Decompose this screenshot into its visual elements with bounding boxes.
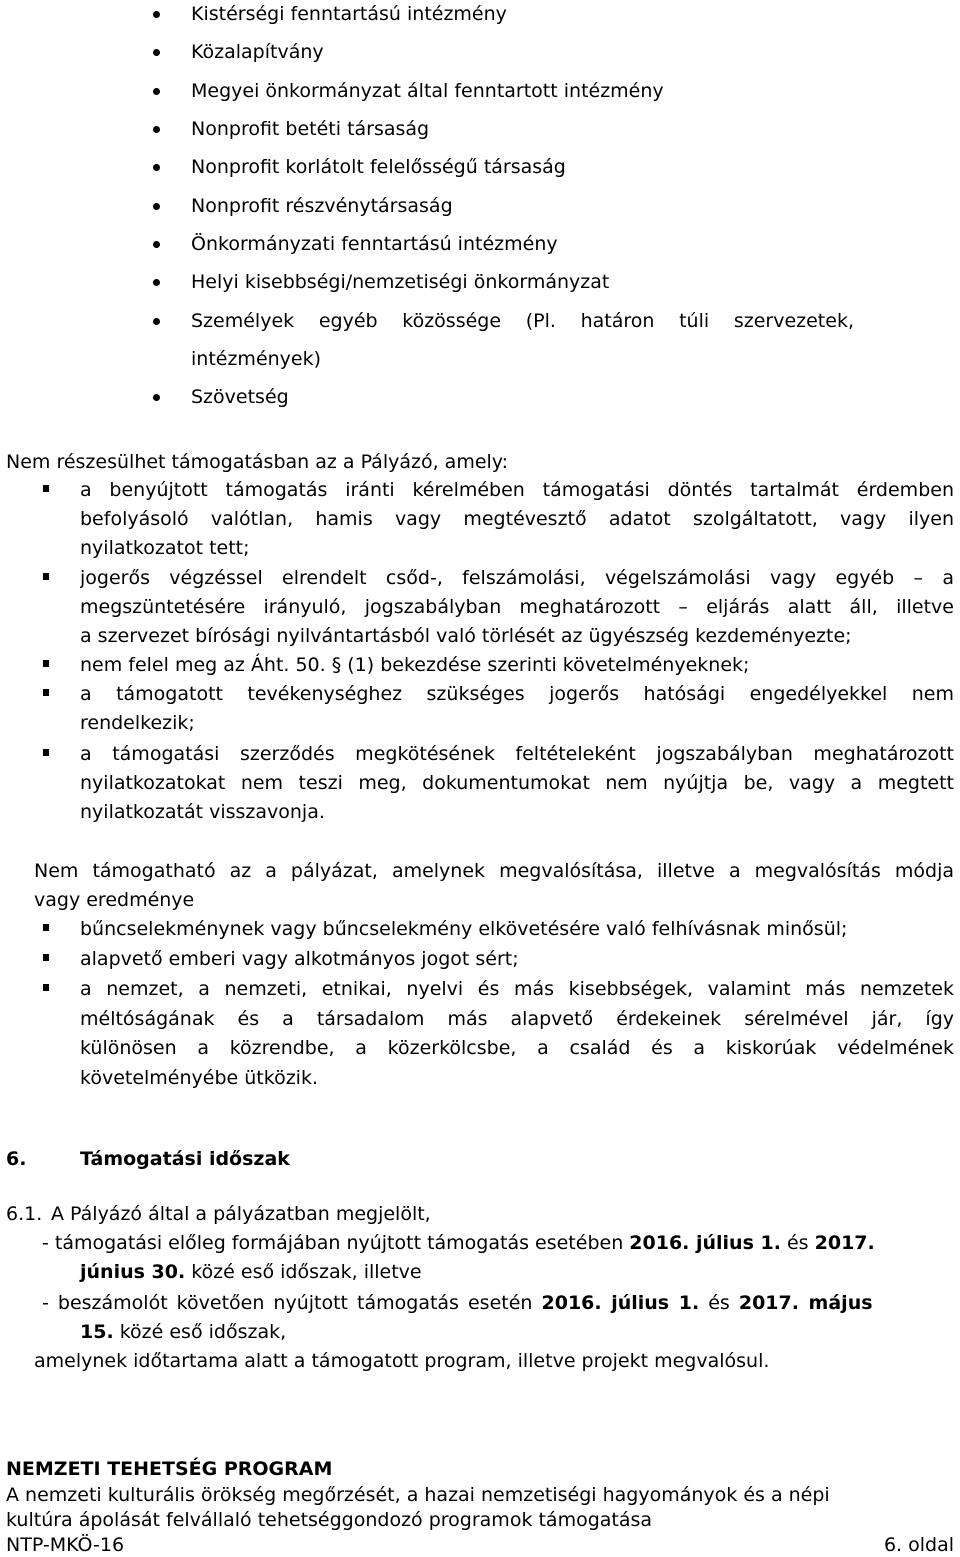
date-start: 2016. július 1. bbox=[541, 1292, 700, 1314]
footer-code: NTP-MKÖ-16 bbox=[6, 1534, 125, 1556]
list-item: bűncselekménynek vagy bűncselekmény elkövetésére való felhívásnak minősül; bbox=[80, 918, 848, 940]
bullet-icon bbox=[153, 164, 160, 171]
list-item: a nemzet, a nemzeti, etnikai, nyelvi és más kisebbségek, valamint más nemzetek bbox=[80, 978, 954, 1000]
footer-line-1: A nemzeti kulturális örökség megőrzését, a hazai nemzetiségi hagyományok és a népi bbox=[6, 1484, 830, 1506]
period-report-line bbox=[42, 1291, 873, 1315]
footer-program-title: NEMZETI TEHETSÉG PROGRAM bbox=[6, 1458, 333, 1480]
list-item: Nonprofit korlátolt felelősségű társaság bbox=[191, 156, 566, 178]
period-text: közé eső időszak, illetve bbox=[185, 1261, 422, 1283]
bullet-icon bbox=[153, 49, 160, 56]
date-start: 2016. július 1. bbox=[629, 1232, 781, 1254]
square-bullet-icon bbox=[43, 924, 49, 931]
square-bullet-icon bbox=[43, 984, 49, 991]
list-item-line: követelményébe ütközik. bbox=[80, 1067, 319, 1089]
square-bullet-icon bbox=[43, 485, 49, 492]
date-end: június 30. bbox=[80, 1261, 186, 1283]
subsection-number: 6.1. bbox=[6, 1203, 43, 1225]
list-item-line: megszüntetésére irányuló, jogszabályban meghatározott – eljárás alatt áll, illetve bbox=[80, 596, 954, 618]
bullet-icon bbox=[153, 203, 160, 210]
conjunction: és bbox=[699, 1292, 739, 1314]
excluded-application-intro: Nem támogatható az a pályázat, amelynek megvalósítása, illetve a megvalósítás módja bbox=[34, 860, 954, 882]
closing-text: amelynek időtartama alatt a támogatott program, illetve projekt megvalósul. bbox=[34, 1350, 770, 1372]
list-item: Helyi kisebbségi/nemzetiségi önkormányzat bbox=[191, 271, 610, 293]
list-item-line: rendelkezik; bbox=[80, 712, 195, 734]
list-item: Kistérségi fenntartású intézmény bbox=[191, 3, 507, 25]
list-item: a benyújtott támogatás iránti kérelmében támogatási döntés tartalmát érdemben bbox=[80, 479, 954, 501]
bullet-icon bbox=[153, 11, 160, 18]
subsection-text: A Pályázó által a pályázatban megjelölt, bbox=[51, 1203, 431, 1225]
list-item-line: nyilatkozatokat nem teszi meg, dokumentumokat nem nyújtja be, vagy a megtett bbox=[80, 772, 954, 794]
period-report-line2 bbox=[80, 1320, 286, 1344]
bullet-icon bbox=[153, 88, 160, 95]
bullet-icon bbox=[153, 318, 160, 325]
date-end: 2017. május bbox=[738, 1292, 873, 1314]
list-item: jogerős végzéssel elrendelt csőd-, felszámolási, végelszámolási vagy egyéb – a bbox=[80, 567, 954, 589]
list-item: Megyei önkormányzat által fenntartott intézmény bbox=[191, 80, 664, 102]
square-bullet-icon bbox=[43, 689, 49, 696]
excluded-applicant-intro: Nem részesülhet támogatásban az a Pályázó, amely: bbox=[6, 451, 509, 473]
list-item: Önkormányzati fenntartású intézmény bbox=[191, 233, 558, 255]
page-number: 6. oldal bbox=[883, 1534, 954, 1556]
list-item: nem felel meg az Áht. 50. § (1) bekezdése szerinti követelményeknek; bbox=[80, 654, 750, 676]
list-item: Közalapítvány bbox=[191, 41, 324, 63]
list-item-line: befolyásoló valótlan, hamis vagy megtévesztő adatot szolgáltatott, vagy ilyen bbox=[80, 508, 954, 530]
period-text: - beszámolót követően nyújtott támogatás esetén bbox=[42, 1292, 542, 1314]
excluded-application-intro-cont: vagy eredménye bbox=[34, 889, 195, 911]
period-text: - támogatási előleg formájában nyújtott támogatás esetében bbox=[42, 1232, 630, 1254]
bullet-icon bbox=[153, 241, 160, 248]
square-bullet-icon bbox=[43, 573, 49, 580]
conjunction: és bbox=[780, 1232, 815, 1254]
list-item: a támogatott tevékenységhez szükséges jogerős hatósági engedélyekkel nem bbox=[80, 683, 954, 705]
square-bullet-icon bbox=[43, 749, 49, 756]
list-item-continuation: intézmények) bbox=[191, 348, 322, 370]
list-item: Nonprofit betéti társaság bbox=[191, 118, 430, 140]
square-bullet-icon bbox=[43, 660, 49, 667]
section-number: 6. bbox=[6, 1148, 27, 1170]
bullet-icon bbox=[153, 126, 160, 133]
period-advance-line bbox=[42, 1231, 875, 1255]
footer-line-2: kultúra ápolását felvállaló tehetséggondozó programok támogatása bbox=[6, 1509, 653, 1531]
list-item-line: nyilatkozatot tett; bbox=[80, 537, 250, 559]
list-item-line: a szervezet bírósági nyilvántartásból való törlését az ügyészség kezdeményezte; bbox=[80, 625, 852, 647]
list-item-line: méltóságának és a társadalom más alapvető érdekeinek sérelmével jár, így bbox=[80, 1008, 954, 1030]
square-bullet-icon bbox=[43, 954, 49, 961]
list-item: a támogatási szerződés megkötésének feltételeként jogszabályban meghatározott bbox=[80, 743, 954, 765]
date-end-year: 2017. bbox=[814, 1232, 875, 1254]
list-item-line: különösen a közrendbe, a közerkölcsbe, a család és a kiskorúak védelmének bbox=[80, 1037, 954, 1059]
list-item: alapvető emberi vagy alkotmányos jogot sért; bbox=[80, 948, 519, 970]
list-item: Személyek egyéb közössége (Pl. határon túli szervezetek, bbox=[191, 310, 854, 332]
list-item-line: nyilatkozatát visszavonja. bbox=[80, 801, 325, 823]
period-advance-line2 bbox=[80, 1260, 422, 1284]
list-item: Nonprofit részvénytársaság bbox=[191, 195, 453, 217]
bullet-icon bbox=[153, 279, 160, 286]
bullet-icon bbox=[153, 394, 160, 401]
date-end-day: 15. bbox=[80, 1321, 114, 1343]
section-title: Támogatási időszak bbox=[80, 1148, 290, 1170]
list-item: Szövetség bbox=[191, 386, 289, 408]
period-text: közé eső időszak, bbox=[113, 1321, 287, 1343]
